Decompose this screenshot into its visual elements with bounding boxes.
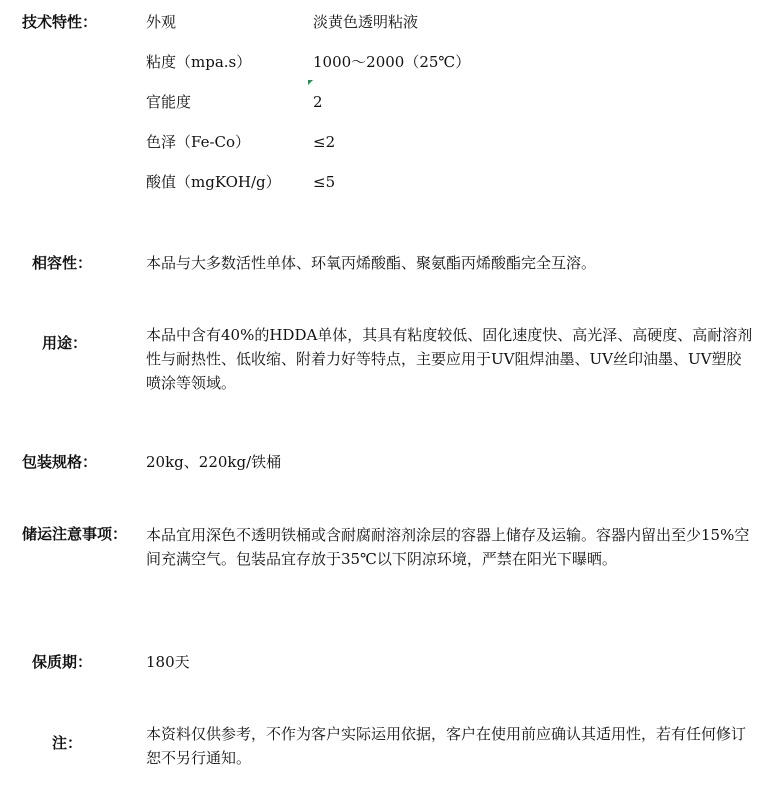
prop-name-viscosity: 粘度（mpa.s） [146,53,252,71]
prop-name-acid-value: 酸值（mgKOH/g） [146,173,281,191]
usage-text: 本品中含有40%的HDDA单体，其具有粘度较低、固化速度快、高光泽、高硬度、高耐溶剂性与耐热性、低收缩、附着力好等特点，主要应用于UV阻焊油墨、UV丝印油墨、UV塑胶喷涂等领域。 [146,326,753,392]
prop-value-functionality: 2 [313,93,323,111]
storage-text: 本品宜用深色不透明铁桶或含耐腐耐溶剂涂层的容器上储存及运输。容器内留出至少15%空间充满空气。包装品宜存放于35℃以下阴凉环境，严禁在阳光下曝晒。 [146,526,750,568]
packaging-text: 20kg、220kg/铁桶 [146,453,282,471]
usage-label: 用途： [42,334,88,352]
prop-value-viscosity: 1000～2000（25℃） [313,53,471,71]
note-text: 本资料仅供参考，不作为客户实际运用依据，客户在使用前应确认其适用性，若有任何修订恕不另行通知。 [146,725,747,767]
prop-value-acid-value: ≤5 [313,173,336,191]
prop-value-appearance: 淡黄色透明粘液 [313,13,419,31]
storage-label: 储运注意事项： [22,525,128,543]
packaging-label: 包装规格： [22,453,98,471]
cell-comment-marker [308,80,313,85]
shelf-label: 保质期： [32,653,93,671]
shelf-text: 180天 [146,653,190,671]
prop-name-functionality: 官能度 [146,93,192,111]
prop-value-color: ≤2 [313,133,336,151]
tech-label: 技术特性： [22,13,98,31]
prop-name-color: 色泽（Fe-Co） [146,133,251,151]
compat-text: 本品与大多数活性单体、环氧丙烯酸酯、聚氨酯丙烯酸酯完全互溶。 [146,254,597,272]
compat-label: 相容性： [32,254,93,272]
note-label: 注： [52,734,83,752]
prop-name-appearance: 外观 [146,13,177,31]
